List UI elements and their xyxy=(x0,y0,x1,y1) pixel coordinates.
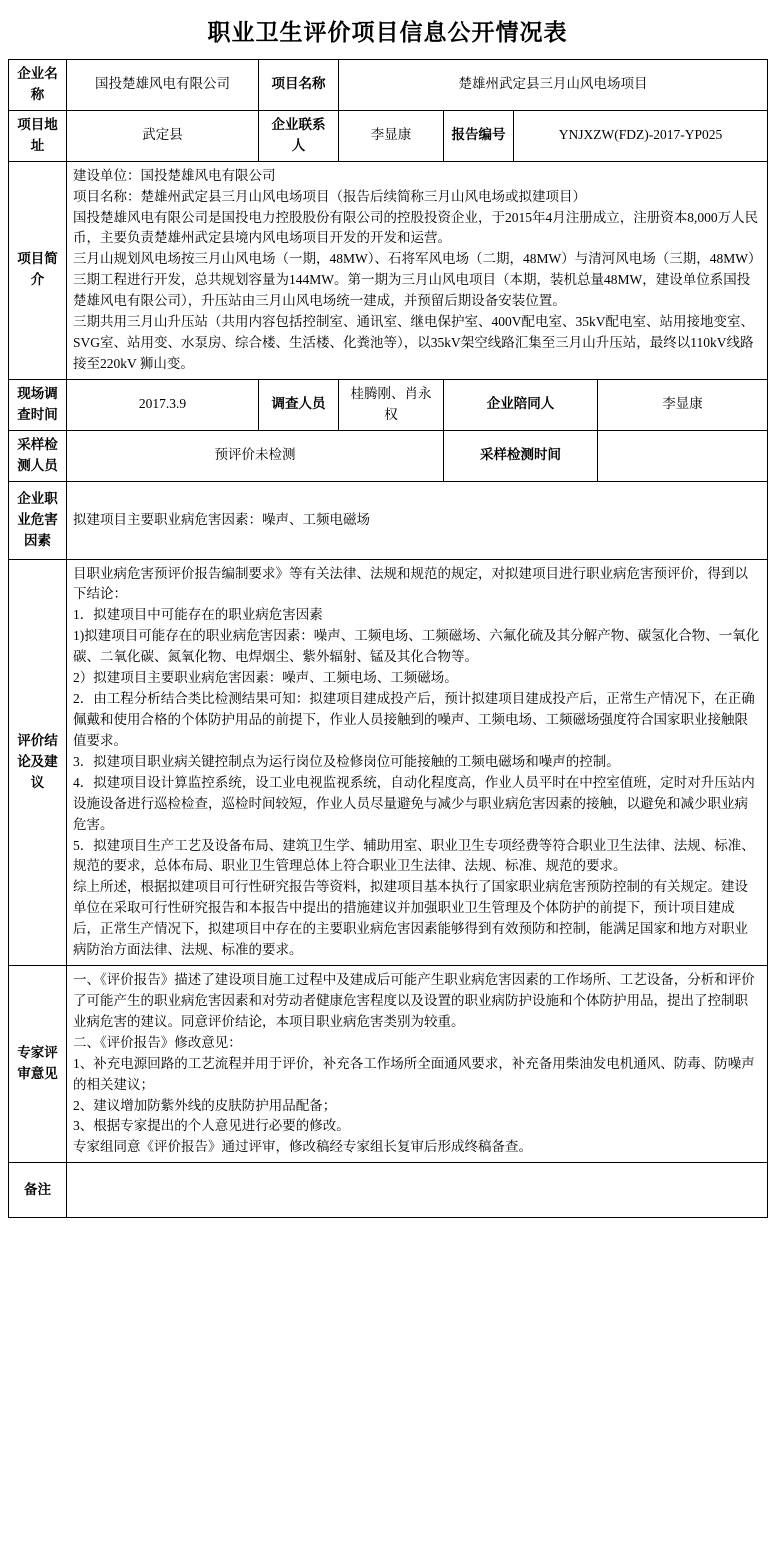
expert-paragraph: 专家组同意《评价报告》通过评审，修改稿经专家组长复审后形成终稿备查。 xyxy=(73,1139,532,1155)
expert-paragraph: 1、补充电源回路的工艺流程并用于评价，补充各工作场所全面通风要求，补充备用柴油发电机通风、防毒、防噪声的相关建议； xyxy=(73,1055,755,1092)
project-intro-value xyxy=(67,161,768,379)
conclusion-paragraph: 5．拟建项目生产工艺及设备布局、建筑卫生学、辅助用室、职业卫生专项经费等符合职业卫生法律、法规、标准、规范的要求，总体布局、职业卫生管理总体上符合职业卫生法律、法规、标准、规范的要求。 xyxy=(73,837,755,874)
info-table xyxy=(8,59,768,1218)
conclusion-paragraph: 3．拟建项目职业病关键控制点为运行岗位及检修岗位可能接触的工频电磁场和噪声的控制。 xyxy=(73,753,620,769)
intro-paragraph: 国投楚雄风电有限公司是国投电力控股股份有限公司的控股投资企业，于2015年4月注册成立，注册资本8,000万人民币，主要负责楚雄州武定县境内风电场项目开发的开发和运营。 xyxy=(73,209,759,246)
hazard-value: 拟建项目主要职业病危害因素：噪声、工频电磁场 xyxy=(67,481,768,559)
conclusion-paragraph: 4．拟建项目设计算监控系统，设工业电视监视系统，自动化程度高，作业人员平时在中控室值班，定时对升压站内设施设备进行巡检检查，巡检时间较短，作业人员尽量避免与减少与职业病危害因素的接触，以避免和减少职业病危害。 xyxy=(73,774,755,832)
page-title: 职业卫生评价项目信息公开情况表 xyxy=(207,20,568,45)
intro-paragraph: 三期共用三月山升压站（共用内容包括控制室、通讯室、继电保护室、400V配电室、35kV配电室、站用接地变室、SVG室、站用变、水泵房、综合楼、生活楼、化粪池等），以35kV架空线路汇集至三月山升压站，最终以110kV线路接至220kV 狮山变。 xyxy=(73,314,754,371)
intro-paragraph: 项目名称：楚雄州武定县三月山风电场项目（报告后续简称三月山风电场或拟建项目） xyxy=(73,188,586,204)
surveyor-value: 桂腾刚、肖永权 xyxy=(339,379,444,430)
table-row xyxy=(9,481,768,559)
company-name-value: 国投楚雄风电有限公司 xyxy=(67,60,259,111)
table-row xyxy=(9,559,768,966)
sampling-staff-value: 预评价未检测 xyxy=(67,430,444,481)
project-intro-label-text: 项目简介 xyxy=(17,251,58,288)
table-row xyxy=(9,966,768,1163)
intro-paragraph: 建设单位：国投楚雄风电有限公司 xyxy=(73,167,276,183)
survey-time-label: 现场调查时间 xyxy=(9,379,67,430)
remark-value xyxy=(67,1163,768,1218)
report-no-value: YNJXZW(FDZ)-2017-YP025 xyxy=(514,110,768,161)
intro-paragraph: 三月山规划风电场按三月山风电场（一期，48MW）、石将军风电场（二期，48MW）与清河风电场（三期，48MW）三期工程进行开发，总共规划容量为144MW。第一期为三月山风电项目（本期，装机总量48MW，建设单位系国投楚雄风电有限公司），升压站由三月山风电场统一建成，并预留后期设备安装位置。 xyxy=(73,251,755,309)
expert-value xyxy=(67,966,768,1163)
sampling-staff-label: 采样检测人员 xyxy=(9,430,67,481)
table-row xyxy=(9,430,768,481)
sampling-time-value xyxy=(598,430,768,481)
surveyor-label: 调查人员 xyxy=(259,379,339,430)
contact-label: 企业联系人 xyxy=(259,110,339,161)
table-row xyxy=(9,1163,768,1218)
table-row xyxy=(9,60,768,111)
hazard-label: 企业职业危害因素 xyxy=(9,481,67,559)
contact-value: 李显康 xyxy=(339,110,444,161)
conclusion-paragraph: 2）拟建项目主要职业病危害因素：噪声、工频电场、工频磁场。 xyxy=(73,670,458,686)
project-intro-label xyxy=(9,161,67,379)
conclusion-label xyxy=(9,559,67,966)
accompany-value: 李显康 xyxy=(598,379,768,430)
table-row xyxy=(9,379,768,430)
report-no-label: 报告编号 xyxy=(444,110,514,161)
conclusion-paragraph: 2．由工程分析结合类比检测结果可知：拟建项目建成投产后，预计拟建项目建成投产后，正常生产情况下，在正确佩戴和使用合格的个体防护用品的前提下，作业人员接触到的噪声、工频电场、工频磁场强度符合国家职业接触限值要求。 xyxy=(73,691,755,748)
accompany-label: 企业陪同人 xyxy=(444,379,598,430)
table-row xyxy=(9,110,768,161)
project-address-value: 武定县 xyxy=(67,110,259,161)
project-name-value: 楚雄州武定县三月山风电场项目 xyxy=(339,60,768,111)
conclusion-paragraph: 1．拟建项目中可能存在的职业病危害因素 xyxy=(73,607,323,623)
company-name-label: 企业名称 xyxy=(9,60,67,111)
expert-paragraph: 一、《评价报告》描述了建设项目施工过程中及建成后可能产生职业病危害因素的工作场所、工艺设备，分析和评价了可能产生的职业病危害因素和对劳动者健康危害程度以及设置的职业病防护设施和个体防护用品，提出了控制职业病危害的建议。同意评价结论，本项目职业病危害类别为较重。 xyxy=(73,972,755,1029)
table-row xyxy=(9,161,768,379)
remark-label: 备注 xyxy=(9,1163,67,1218)
expert-paragraph: 二、《评价报告》修改意见： xyxy=(73,1034,242,1050)
conclusion-paragraph: 1)拟建项目可能存在的职业病危害因素：噪声、工频电场、工频磁场、六氟化硫及其分解产物、碳氢化合物、一氧化碳、二氧化碳、氮氧化物、电焊烟尘、紫外辐射、锰及其化合物等。 xyxy=(73,628,760,665)
conclusion-paragraph: 综上所述，根据拟建项目可行性研究报告等资料，拟建项目基本执行了国家职业病危害预防控制的有关规定。建设单位在采取可行性研究报告和本报告中提出的措施建议并加强职业卫生管理及个体防护的前提下，预计项目建成后，正常生产情况下，拟建项目中存在的主要职业病危害因素能够得到有效预防和控制，能满足国家和地方对职业病防治方面法律、法规、标准的要求。 xyxy=(73,879,748,958)
sampling-time-label: 采样检测时间 xyxy=(444,430,598,481)
conclusion-value xyxy=(67,559,768,966)
expert-label-text: 专家评审意见 xyxy=(17,1045,58,1082)
project-address-label: 项目地址 xyxy=(9,110,67,161)
project-name-label: 项目名称 xyxy=(259,60,339,111)
conclusion-paragraph: 目职业病危害预评价报告编制要求》等有关法律、法规和规范的规定，对拟建项目进行职业病危害预评价，得到以下结论： xyxy=(73,565,748,602)
survey-time-value: 2017.3.9 xyxy=(67,379,259,430)
conclusion-label-text: 评价结论及建议 xyxy=(17,732,58,790)
expert-paragraph: 3、根据专家提出的个人意见进行必要的修改。 xyxy=(73,1118,350,1134)
expert-label xyxy=(9,966,67,1163)
expert-paragraph: 2、建议增加防紫外线的皮肤防护用品配备； xyxy=(73,1097,337,1113)
